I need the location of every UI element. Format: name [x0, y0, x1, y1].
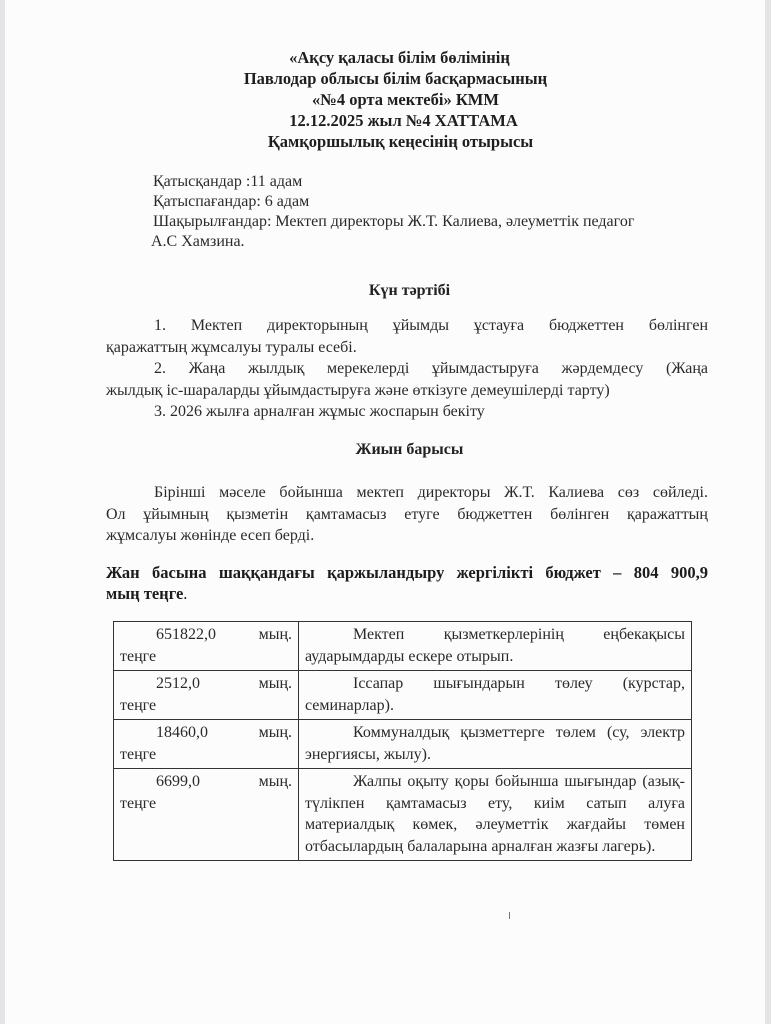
budget-line-2: мың теңге — [106, 584, 184, 603]
table-row — [114, 671, 692, 720]
amount-currency: теңге — [120, 647, 157, 665]
header-region: Павлодар облысы білім басқармасының — [243, 69, 548, 88]
amount-currency: теңге — [120, 696, 157, 714]
proceedings-text — [106, 482, 708, 547]
description-cell — [299, 622, 692, 671]
header-department: «Ақсу қаласы білім бөлімінің — [289, 48, 510, 67]
attendance-present: Қатысқандар :11 адам — [153, 173, 303, 190]
amount-value: 18460,0 — [156, 724, 208, 741]
proceedings-line-2: Ол ұйымның қызметін қамтамасыз етуге бюджеттен бөлінген қаражаттың — [106, 505, 708, 523]
budget-period: . — [183, 584, 188, 603]
document-header — [0, 47, 771, 152]
amount-unit: мың. — [258, 675, 292, 692]
amount-currency: теңге — [120, 794, 157, 812]
amount-cell — [114, 671, 299, 720]
amount-cell — [114, 720, 299, 769]
amount-unit: мың. — [258, 626, 292, 643]
attendance-block — [153, 172, 713, 252]
proceedings-line-1: Бірінші мәселе бойынша мектеп директоры Ж.Т. Калиева сөз сөйледі. — [154, 484, 708, 501]
agenda-item-3: 3. 2026 жылға арналған жұмыс жоспарын бекіту — [154, 403, 485, 420]
description-cell — [299, 769, 692, 861]
proceedings-line-3: жұмсалуы жөнінде есеп берді. — [106, 527, 315, 544]
attendance-absent: Қатыспағандар: 6 адам — [153, 193, 310, 210]
amount-value: 6699,0 — [156, 773, 200, 790]
header-meeting-title: Қамқоршылық кеңесінің отырысы — [267, 132, 534, 151]
attendance-invited-cont: А.С Хамзина. — [151, 233, 245, 250]
amount-unit: мың. — [258, 724, 292, 741]
agenda-item-1-cont: қаражаттың жұмсалуы туралы есебі. — [106, 338, 357, 356]
scan-mark — [509, 912, 510, 919]
expense-description: Іссапар шығындарын төлеу (курстар, семинарлар). — [305, 675, 685, 714]
agenda-title: Күн тәртібі — [368, 282, 451, 299]
agenda-item-1: 1. Мектеп директорының ұйымды ұстауға бюджеттен бөлінген — [154, 317, 708, 334]
expense-description: Коммуналдық қызметтерге төлем (су, электр энергиясы, жылу). — [305, 724, 685, 763]
header-protocol-number: 12.12.2025 жыл №4 ХАТТАМА — [289, 111, 518, 130]
agenda-item-2-cont: жылдық іс-шараларды ұйымдастыруға және өткізуге демеушілерді тарту) — [106, 381, 610, 399]
expense-description: Жалпы оқыту қоры бойынша шығындар (азық-түлікпен қамтамасыз ету, киім сатып алуға материалдық көмек, әлеуметтік жағдайы төмен отбасылардың балаларына арналған жазғы лагерь). — [305, 773, 685, 855]
amount-cell — [114, 622, 299, 671]
expense-description: Мектеп қызметкерлерінің еңбекақысы аударымдарды ескере отырып. — [305, 626, 685, 665]
description-cell — [299, 720, 692, 769]
budget-line-1: Жан басына шаққандағы қаржыландыру жергілікті бюджет – 804 900,9 — [106, 563, 708, 582]
header-school: «№4 орта мектебі» КММ — [312, 90, 499, 109]
amount-unit: мың. — [258, 773, 292, 790]
proceedings-title: Жиын барысы — [355, 441, 464, 458]
table-row — [114, 720, 692, 769]
agenda-list — [106, 315, 708, 423]
amount-cell — [114, 769, 299, 861]
amount-value: 2512,0 — [156, 675, 200, 692]
budget-summary — [106, 562, 708, 604]
attendance-invited: Шақырылғандар: Мектеп директоры Ж.Т. Калиева, әлеуметтік педагог — [153, 213, 635, 230]
cost-table — [113, 621, 692, 861]
agenda-item-2: 2. Жаңа жылдық мерекелерді ұйымдастыруға жәрдемдесу (Жаңа — [154, 360, 708, 377]
table-row — [114, 769, 692, 861]
amount-currency: теңге — [120, 745, 157, 763]
amount-value: 651822,0 — [156, 626, 216, 643]
description-cell — [299, 671, 692, 720]
table-row — [114, 622, 692, 671]
